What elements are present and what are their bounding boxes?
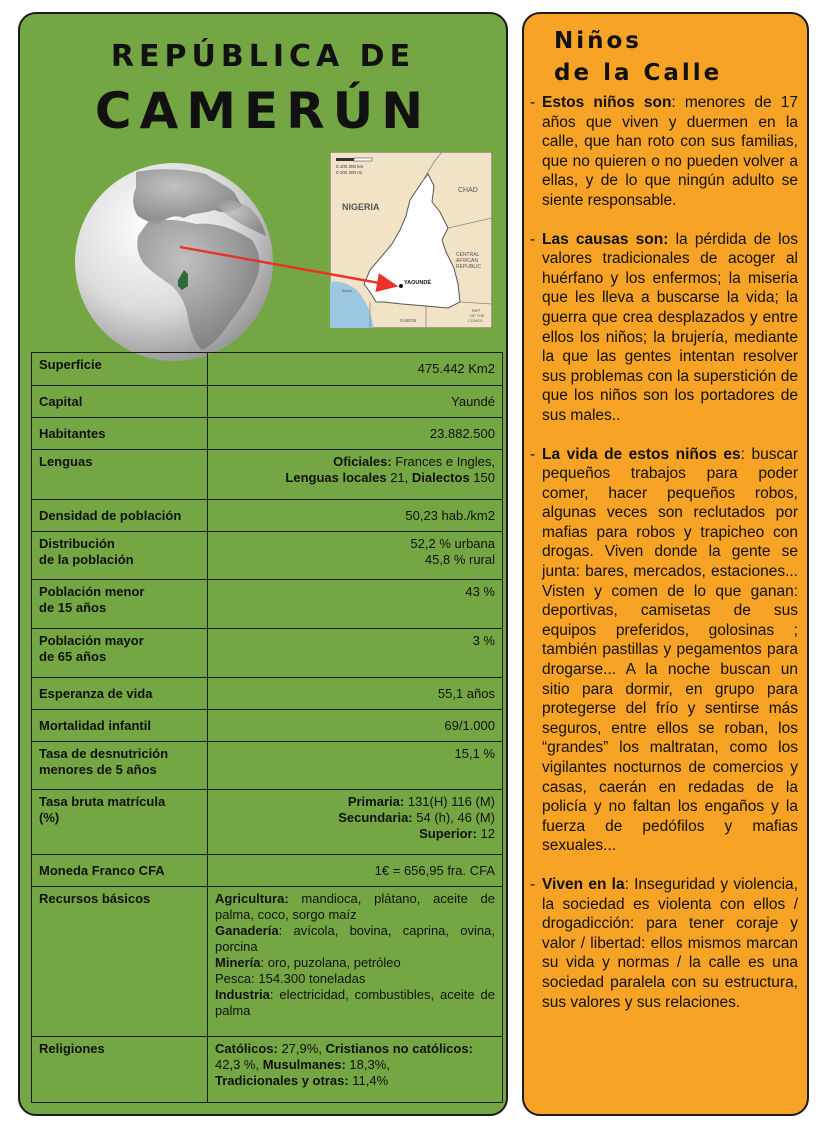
row-label: Distribución de la población [32,532,208,580]
row-value: 52,2 % urbana 45,8 % rural [208,532,503,580]
paragraph-who: - Estos niños son: menores de 17 años que viven y duermen en la calle, que han roto con sus familias, que no quieren o no pueden volver a ellas, y de lo que ningún adulto se siente responsable. [530,94,798,209]
paragraph-live-in: - Viven en la: Inseguridad y violencia, la sociedad es violenta con ellos / drogadicción: para tener coraje y valor / libertad: ellos mismos marcan su vida y normas / la calle es una sociedad paralela con su estructura, sus valores y sus relaciones. [530,875,798,1011]
table-row [32,580,503,629]
row-value: 43 % [208,580,503,629]
table-row [32,742,503,790]
row-label: Población mayor de 65 años [32,629,208,678]
table-row [32,887,503,1037]
row-label: Tasa de desnutrición menores de 5 años [32,742,208,790]
label-congo-1: REP. [472,308,481,313]
row-value: 23.882.500 [208,418,503,450]
table-row [32,450,503,500]
row-value: 55,1 años [208,678,503,710]
right-title-line1: Niños [554,28,642,54]
row-label: Moneda Franco CFA [32,855,208,887]
row-label: Mortalidad infantil [32,710,208,742]
label-chad: CHAD [458,187,478,194]
label-congo-3: CONGO [468,318,484,323]
table-row [32,532,503,580]
row-value: 1€ = 656,95 fra. CFA [208,855,503,887]
data-table [31,352,503,1103]
row-value: Primaria: 131(H) 116 (M) Secundaria: 54 (h), 46 (M) Superior: 12 [208,790,503,855]
row-label: Población menor de 15 años [32,580,208,629]
row-value: 15,1 % [208,742,503,790]
right-title-line2: de la Calle [554,60,723,86]
row-value: 50,23 hab./km2 [208,500,503,532]
row-value: Católicos: 27,9%, Cristianos no católicos: 42,3 %, Musulmanes: 18,3%, Tradicionales y otras: 11,4% [208,1037,503,1103]
table-row [32,855,503,887]
cameroon-map [330,152,492,328]
label-car-2: AFRICAN [456,258,478,264]
table-row [32,386,503,418]
row-value: Oficiales: Frances e Ingles, Lenguas locales 21, Dialectos 150 [208,450,503,500]
table-row [32,500,503,532]
paragraph-life: - La vida de estos niños es: buscar pequeños trabajos para poder comer, hacer pequeños robos, algunas veces son reclutados por mafias para robos y trapicheo con drogas. Viven donde la gente se junta: bares, mercados, estaciones... Visten y comen de lo que ganan: deportivas, camisetas de sus equipos preferidos, golosinas ; también pastillas y pegamentos para drogarse... A la noche buscan un sitio para dormir, en grupo para protegerse del frío y sentirse más seguros, entre ellos se roban, los “grandes” los maltratan, como los vigilantes nocturnos de comercios y casas, caerán en redadas de la policía y no faltan los engaños y la fuerza de pedófilos y mafias sexuales... [530,445,798,855]
street-children-panel [522,12,809,1116]
table-row [32,353,503,386]
row-label: Religiones [32,1037,208,1103]
scale-km: 0 100 200 km [336,164,364,169]
table-row [32,678,503,710]
country-fact-panel [18,12,508,1116]
row-value: Agricultura: mandioca, plátano, aceite de palma, coco, sorgo maíz Ganadería: avícola, bovina, caprina, ovina, porcina Minería: oro, puzolana, petróleo Pesca: 154.300 toneladas Industria: electricidad, combustibles, aceite de palma [208,887,503,1037]
globe-image [74,162,274,362]
row-label: Esperanza de vida [32,678,208,710]
table-row [32,710,503,742]
label-gabon: GABON [400,318,417,323]
title-republica: REPÚBLICA DE [110,39,416,74]
label-congo-2: OF THE [470,313,485,318]
row-value: Yaundé [208,386,503,418]
row-label: Tasa bruta matrícula (%) [32,790,208,855]
table-row [32,1037,503,1103]
row-label: Capital [32,386,208,418]
right-body [530,93,798,1031]
label-car-3: REPUBLIC [456,264,482,270]
label-bioko: Bioko [342,288,353,293]
table-row [32,629,503,678]
row-label: Habitantes [32,418,208,450]
label-car-1: CENTRAL [456,252,480,258]
table-row [32,790,503,855]
paragraph-causes: - Las causas son: la pérdida de los valores tradicionales de acoger al huérfano y los enfermos; la miseria que les lleva a buscarse la vida; la guerra que crea desplazados y entre ellos los niños; la brujería, mediante la que las gentes intentan resolver sus problemas con la superstición de que los niños son los portadores de sus males.. [530,230,798,424]
capital-dot [399,284,403,288]
scale-mi: 0 100 200 mi [336,170,363,175]
row-label: Densidad de población [32,500,208,532]
row-label: Superficie [32,353,208,386]
label-yaounde: YAOUNDÉ [404,280,431,286]
table-row [32,418,503,450]
row-value: 3 % [208,629,503,678]
label-nigeria: NIGERIA [342,202,380,212]
row-label: Recursos básicos [32,887,208,1037]
title-camerun: CAMERÚN [94,82,432,140]
row-value: 475.442 Km2 [208,353,503,386]
row-label: Lenguas [32,450,208,500]
row-value: 69/1.000 [208,710,503,742]
